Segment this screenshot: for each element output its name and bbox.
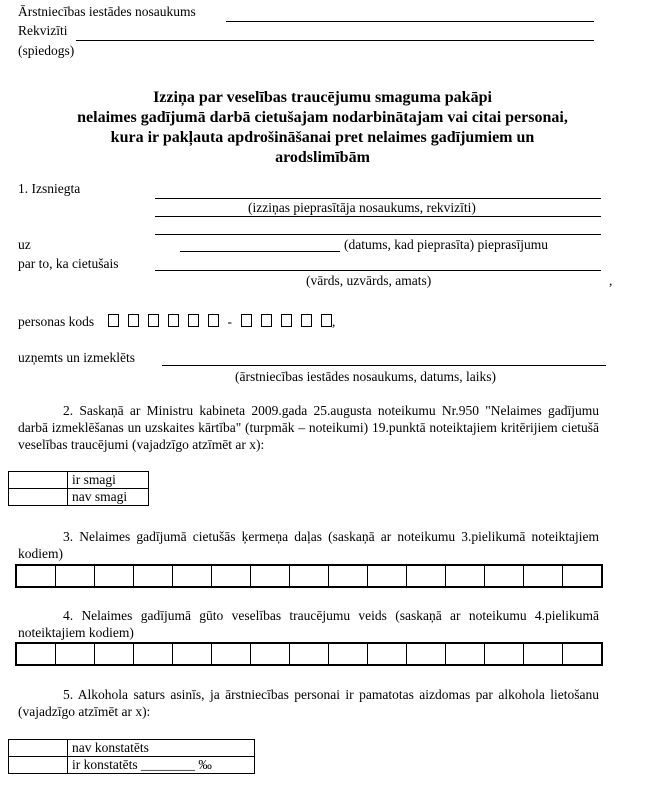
code-cell[interactable]: [251, 643, 290, 665]
alcohol-checkbox-cell[interactable]: [9, 757, 68, 774]
victim-name-line[interactable]: [155, 270, 601, 271]
code-cell[interactable]: [290, 565, 329, 587]
code-cell[interactable]: [173, 643, 212, 665]
code-cell[interactable]: [95, 565, 134, 587]
requester-line-3[interactable]: [155, 234, 601, 235]
code-cell[interactable]: [134, 565, 173, 587]
code-box[interactable]: [168, 314, 179, 327]
title-line-3: kura ir pakļauta apdrošināšanai pret nelaimes gadījumiem un: [110, 129, 535, 146]
code-cell[interactable]: [290, 643, 329, 665]
title-line-4: arodslimībām: [275, 149, 370, 166]
code-box[interactable]: [128, 314, 139, 327]
code-cell[interactable]: [16, 565, 56, 587]
severity-table: [8, 471, 149, 506]
body-parts-code-grid: [15, 564, 603, 588]
severity-option: ir smagi: [68, 472, 149, 489]
injury-type-code-grid: [15, 642, 603, 666]
code-box[interactable]: [261, 314, 272, 327]
code-cell[interactable]: [563, 643, 603, 665]
institution-name-label: Ārstniecības iestādes nosaukums: [18, 4, 196, 19]
code-cell[interactable]: [212, 643, 251, 665]
section-5-text: 5. Alkohola saturs asinīs, ja ārstniecības personai ir pamatotas aizdomas par alkohola lietošanu (vajadzīgo atzīmēt ar x):: [18, 687, 599, 719]
issued-label: 1. Izsniegta: [18, 181, 81, 196]
code-comma: ,: [332, 314, 336, 329]
code-cell[interactable]: [407, 565, 446, 587]
code-cell[interactable]: [446, 565, 485, 587]
alcohol-option-found-cell: [68, 757, 255, 774]
alcohol-option-not-found: nav konstatēts: [68, 740, 255, 757]
hospital-caption: (ārstniecības iestādes nosaukums, datums, laiks): [235, 369, 496, 384]
code-cell[interactable]: [485, 565, 524, 587]
code-cell[interactable]: [16, 643, 56, 665]
code-box[interactable]: [321, 314, 332, 327]
code-cell[interactable]: [407, 643, 446, 665]
requester-line-1[interactable]: [155, 198, 601, 199]
name-caption: (vārds, uzvārds, amats): [306, 273, 432, 288]
personal-code-label: personas kods: [18, 314, 95, 329]
code-cell[interactable]: [56, 643, 95, 665]
alcohol-checkbox-cell[interactable]: [9, 740, 68, 757]
details-line[interactable]: [76, 40, 594, 41]
code-cell[interactable]: [95, 643, 134, 665]
code-box[interactable]: [188, 314, 199, 327]
section-3-text: 3. Nelaimes gadījumā cietušās ķermeņa daļas (saskaņā ar noteikumu 3.pielikumā noteiktajiem kodiem): [18, 529, 599, 561]
code-cell[interactable]: [368, 643, 407, 665]
alcohol-option-found: ir konstatēts: [72, 757, 138, 772]
hospital-line[interactable]: [162, 365, 606, 366]
severity-checkbox-cell[interactable]: [9, 472, 68, 489]
document-title: [0, 88, 645, 168]
code-cell[interactable]: [173, 565, 212, 587]
severity-checkbox-cell[interactable]: [9, 489, 68, 506]
section-2-text: 2. Saskaņā ar Ministru kabineta 2009.gada 25.augusta noteikumu Nr.950 "Nelaimes gadījumu darbā izmeklēšanas un uzskaites kārtība" (turpmāk – noteikumi) 19.punktā noteiktajiem kritērijiem cietušā veselības traucējumi (vajadzīgo atzīmēt ar x):: [18, 403, 599, 452]
code-box[interactable]: [281, 314, 292, 327]
code-box[interactable]: [208, 314, 219, 327]
code-cell[interactable]: [563, 565, 603, 587]
admitted-label: uzņemts un izmeklēts: [18, 350, 135, 365]
code-cell[interactable]: [524, 565, 563, 587]
code-cell[interactable]: [212, 565, 251, 587]
details-label: Rekvizīti: [18, 23, 68, 38]
institution-name-line[interactable]: [226, 21, 594, 22]
requester-caption: (izziņas pieprasītāja nosaukums, rekvizīti): [248, 200, 476, 215]
code-box[interactable]: [108, 314, 119, 327]
name-comma: ,: [609, 273, 613, 288]
title-line-1: Izziņa par veselības traucējumu smaguma pakāpi: [153, 89, 492, 106]
section-4-text: 4. Nelaimes gadījumā gūto veselības traucējumu veids (saskaņā ar noteikumu 4.pielikumā noteiktajiem kodiem): [18, 608, 599, 640]
personal-code-row: [18, 314, 335, 330]
severity-option: nav smagi: [68, 489, 149, 506]
requester-line-2[interactable]: [155, 216, 601, 217]
code-box[interactable]: [301, 314, 312, 327]
code-cell[interactable]: [524, 643, 563, 665]
title-line-2: nelaimes gadījumā darbā cietušajam nodarbinātajam vai citai personai,: [77, 109, 568, 126]
permille-unit: ‰: [198, 757, 212, 772]
request-date-line[interactable]: [180, 251, 340, 252]
code-box[interactable]: [148, 314, 159, 327]
victim-label: par to, ka cietušais: [18, 256, 119, 271]
code-cell[interactable]: [134, 643, 173, 665]
code-cell[interactable]: [446, 643, 485, 665]
code-cell[interactable]: [56, 565, 95, 587]
stamp-label: (spiedogs): [18, 43, 75, 58]
to-label: uz: [18, 237, 31, 252]
alcohol-table: [8, 739, 255, 774]
code-cell[interactable]: [368, 565, 407, 587]
code-cell[interactable]: [485, 643, 524, 665]
code-cell[interactable]: [251, 565, 290, 587]
code-dash: -: [227, 314, 232, 329]
code-box[interactable]: [241, 314, 252, 327]
code-cell[interactable]: [329, 565, 368, 587]
alcohol-value-blank[interactable]: ________: [141, 757, 195, 772]
date-caption: (datums, kad pieprasīta) pieprasījumu: [344, 237, 548, 252]
code-cell[interactable]: [329, 643, 368, 665]
